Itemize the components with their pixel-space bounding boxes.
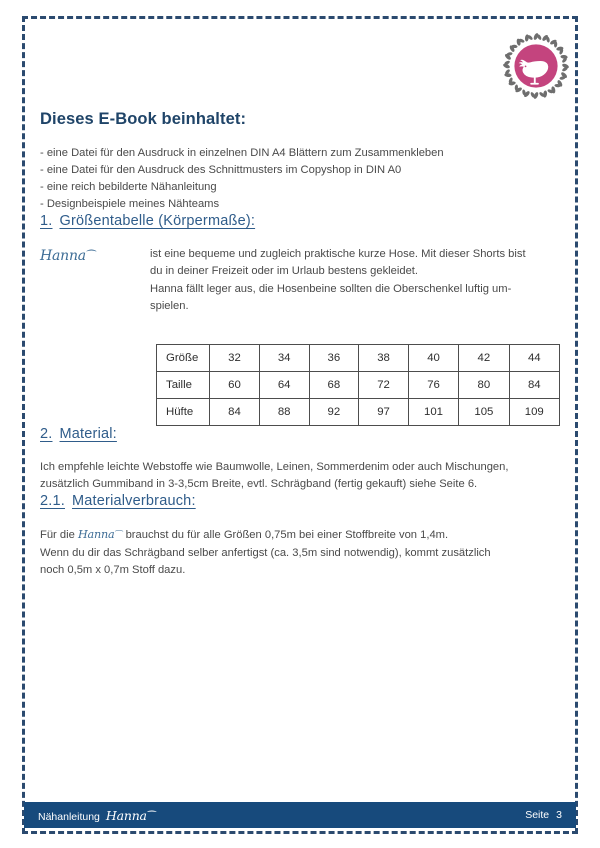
table-cell: 84 — [509, 371, 559, 398]
table-cell: 34 — [259, 344, 309, 371]
table-cell: 80 — [459, 371, 509, 398]
table-cell: 36 — [309, 344, 359, 371]
size-table — [156, 344, 560, 426]
section-heading-material — [40, 426, 560, 442]
table-row — [157, 398, 560, 425]
table-cell: 38 — [359, 344, 409, 371]
table-cell: 88 — [259, 398, 309, 425]
section-title: Material: — [59, 425, 117, 442]
consumption-line-suffix: brauchst du für alle Größen 0,75m bei einer Stoffbreite von 1,4m. — [125, 529, 449, 542]
section-number: 2.1. — [40, 493, 65, 510]
row-header: Hüfte — [157, 398, 210, 425]
table-cell: 105 — [459, 398, 509, 425]
pattern-name-script — [40, 246, 150, 315]
page-number: 3 — [556, 809, 562, 821]
list-item: - eine reich bebilderte Nähanleitung — [40, 181, 217, 194]
brand-name-label: Hanna ⁀ — [40, 248, 96, 264]
row-header: Taille — [157, 371, 210, 398]
list-item: - eine Datei für den Ausdruck in einzelnen DIN A4 Blättern zum Zusammenkleben — [40, 147, 444, 159]
consumption-line-prefix: Für die — [40, 529, 75, 542]
table-cell: 40 — [408, 344, 458, 371]
consumption-line: Wenn du dir das Schrägband selber anfertigst (ca. 3,5m sind notwendig), kommt zusätzlich — [40, 546, 491, 559]
description-line: spielen. — [150, 300, 189, 313]
description-line: du in deiner Freizeit oder im Urlaub bestens gekleidet. — [150, 265, 419, 278]
pattern-description-text — [150, 246, 560, 315]
table-cell: 68 — [309, 371, 359, 398]
description-line: Hanna fällt leger aus, die Hosenbeine sollten die Oberschenkel luftig um- — [150, 282, 512, 295]
table-cell: 97 — [359, 398, 409, 425]
section-heading-materialverbrauch — [40, 493, 560, 509]
table-cell: 101 — [408, 398, 458, 425]
materialverbrauch-paragraph — [40, 526, 560, 579]
section-number: 1. — [40, 213, 53, 230]
table-cell: 72 — [359, 371, 409, 398]
bird-in-laurel-wreath-logo — [500, 30, 572, 102]
ebook-contents-list — [40, 145, 560, 213]
table-cell: 92 — [309, 398, 359, 425]
table-cell: 42 — [459, 344, 509, 371]
section-title: Materialverbrauch: — [72, 493, 196, 510]
list-item: - eine Datei für den Ausdruck des Schnittmusters im Copyshop in DIN A0 — [40, 164, 402, 177]
brand-name-inline: Hanna ⁀ — [78, 528, 123, 541]
material-line: zusätzlich Gummiband in 3-3,5cm Breite, evtl. Schrägband (fertig gekauft) siehe Seite 6. — [40, 477, 478, 490]
footer-title-group — [38, 808, 156, 823]
page-label: Seite — [525, 809, 550, 821]
page-number-group — [525, 809, 562, 821]
table-cell: 109 — [509, 398, 559, 425]
document-body — [40, 110, 560, 579]
table-cell: 76 — [408, 371, 458, 398]
section-title: Größentabelle (Körpermaße): — [59, 213, 256, 230]
consumption-line: noch 0,5m x 0,7m Stoff dazu. — [40, 563, 186, 576]
table-cell: 84 — [210, 398, 260, 425]
page-title: Dieses E-Book beinhaltet: — [40, 110, 247, 128]
table-cell: 60 — [210, 371, 260, 398]
table-cell: 32 — [210, 344, 260, 371]
section-heading-groessentabelle — [40, 213, 560, 229]
footer-label: Nähanleitung — [38, 810, 100, 823]
table-cell: 44 — [509, 344, 559, 371]
table-cell: 64 — [259, 371, 309, 398]
table-row — [157, 371, 560, 398]
pattern-description-row — [40, 246, 560, 315]
row-header: Größe — [157, 344, 210, 371]
list-item: - Designbeispiele meines Nähteams — [40, 198, 220, 211]
material-line: Ich empfehle leichte Webstoffe wie Baumwolle, Leinen, Sommerdenim oder auch Mischungen, — [40, 460, 509, 473]
section-number: 2. — [40, 425, 53, 442]
size-table-container — [40, 344, 560, 426]
page-footer — [24, 802, 576, 828]
table-row — [157, 344, 560, 371]
description-line: ist eine bequeme und zugleich praktische kurze Hose. Mit dieser Shorts bist — [150, 248, 526, 261]
material-paragraph — [40, 459, 560, 494]
footer-brand-name: Hanna ⁀ — [106, 808, 156, 823]
